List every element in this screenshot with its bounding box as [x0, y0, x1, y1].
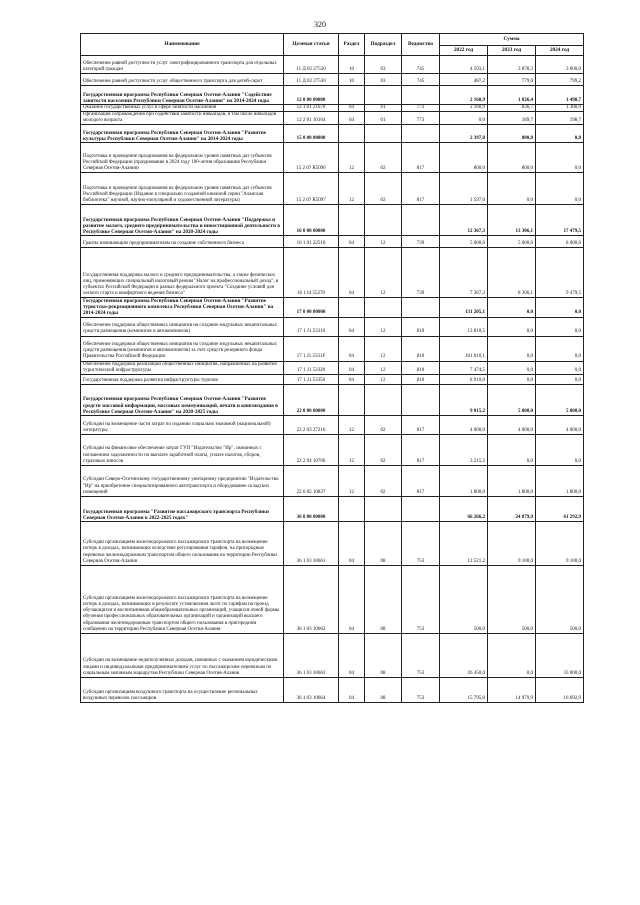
cell-y2022: 0,0	[440, 112, 488, 125]
cell-sec: 04	[339, 317, 365, 336]
cell-dep: 739	[402, 236, 440, 248]
cell-sec: 04	[339, 633, 365, 677]
cell-sec: 04	[339, 374, 365, 384]
cell-sec: 12	[339, 434, 365, 465]
cell-dep	[402, 496, 440, 521]
cell-y2023: 8 306,1	[488, 248, 536, 298]
cell-dep: 753	[402, 677, 440, 702]
cell-sec	[339, 205, 365, 236]
cell-target: 15 0 00 00000	[284, 125, 339, 143]
table-row	[81, 112, 584, 125]
cell-y2023: 1 026,4	[488, 86, 536, 105]
cell-y2023: 0,0	[488, 317, 536, 336]
cell-dep: 810	[402, 336, 440, 361]
cell-y2022: 4 593,1	[440, 56, 488, 74]
table-row	[81, 633, 584, 677]
page-number: 320	[314, 20, 326, 29]
cell-dep: 810	[402, 317, 440, 336]
header-name: Наименование	[81, 34, 284, 56]
cell-y2023: 189,7	[488, 112, 536, 125]
table-row	[81, 317, 584, 336]
cell-y2024: 0,0	[536, 361, 584, 374]
cell-target: 36 1 03 10663	[284, 633, 339, 677]
cell-y2024: 9 100,0	[536, 521, 584, 565]
cell-y2024: 0,0	[536, 143, 584, 173]
cell-y2023: 0,0	[488, 434, 536, 465]
cell-sub: 01	[365, 105, 402, 112]
cell-sub: 12	[365, 317, 402, 336]
cell-dep	[402, 205, 440, 236]
cell-y2024: 799,2	[536, 74, 584, 86]
cell-y2024: 0,0	[536, 298, 584, 317]
cell-y2022: 7 367,3	[440, 248, 488, 298]
cell-sub	[365, 384, 402, 415]
cell-target: 36 1 03 10662	[284, 565, 339, 633]
cell-name: Организация сопровождения при содействии занятости инвалидов, в том числе инвалидов молодого возраста	[81, 112, 284, 125]
cell-y2024: 1 800,0	[536, 465, 584, 496]
cell-sec: 04	[339, 336, 365, 361]
cell-name: Государственная поддержка развития инфраструктуры туризма	[81, 374, 284, 384]
cell-y2024: 5 800,0	[536, 384, 584, 415]
cell-name: Субсидии на возмещение части затрат по изданию социально значимой (национальной) литературы	[81, 415, 284, 434]
cell-y2023: 0,0	[488, 633, 536, 677]
cell-name: Обеспечение равной доступности услуг электрифицированного транспорта для отдельных категорий граждан	[81, 56, 284, 74]
table-row	[81, 434, 584, 465]
cell-dep	[402, 384, 440, 415]
cell-name: Субсидии организациям железнодорожного пассажирского транспорта на возмещение потерь в доходах, возникающих вследствие регулирования тарифов, на пригородные перевозки железнодорожным транспортом общего пользования на территории Республики Северная Осетия-Алания	[81, 521, 284, 565]
table-row	[81, 361, 584, 374]
cell-sub: 08	[365, 677, 402, 702]
cell-name: Государственная программа Республики Северная Осетия-Алания "Развитие культуры Республики Северная Осетия-Алания" на 2014-2024 годы	[81, 125, 284, 143]
cell-sec: 04	[339, 521, 365, 565]
cell-sec: 12	[339, 415, 365, 434]
cell-dep: 817	[402, 465, 440, 496]
cell-y2022: 1 597,0	[440, 173, 488, 205]
cell-sub	[365, 125, 402, 143]
cell-y2024: 3 600,0	[536, 56, 584, 74]
cell-name: Государственная программа Республики Северная Осетия-Алания "Развитие туристско-рекреационного комплекса Республики Северная Осетия-Алания" на 2014-2024 годы	[81, 298, 284, 317]
cell-sub: 02	[365, 173, 402, 205]
cell-name: Государственная программа Республики Северная Осетия-Алания "Содействие занятости населения Республики Северная Осетия-Алания" на 2014-2024 годы	[81, 86, 284, 105]
cell-y2024: 33 000,0	[536, 633, 584, 677]
cell-y2024: 1 300,0	[536, 105, 584, 112]
cell-sec: 04	[339, 361, 365, 374]
cell-sub: 12	[365, 361, 402, 374]
table-row	[81, 677, 584, 702]
cell-dep: 817	[402, 434, 440, 465]
budget-table	[80, 33, 584, 703]
cell-y2024: 0,0	[536, 434, 584, 465]
cell-target: 17 1 J1 53350	[284, 374, 339, 384]
cell-sec	[339, 125, 365, 143]
header-2022: 2022 год	[440, 46, 488, 56]
cell-dep	[402, 298, 440, 317]
header-sum: Сумма	[440, 34, 584, 46]
cell-name: Оказание государственных услуг в сфере занятости населения	[81, 105, 284, 112]
cell-name: Субсидии на возмещение недополученных доходов, связанных с оказанием юридическими лицами и индивидуальными предпринимателями услуг по пассажирским перевозкам по социальным значимым маршрутам Республики Северная Осетия-Алания	[81, 633, 284, 677]
table-row	[81, 384, 584, 415]
cell-y2024: 1 498,7	[536, 86, 584, 105]
cell-sub: 12	[365, 374, 402, 384]
cell-sec: 04	[339, 565, 365, 633]
cell-y2023: 13 306,1	[488, 205, 536, 236]
cell-target: 11 Д 02 27530	[284, 74, 339, 86]
cell-target: 16 1 I4 55270	[284, 248, 339, 298]
cell-y2024: 0,0	[536, 173, 584, 205]
cell-name: Гранты начинающим предпринимателям на создание собственного бизнеса	[81, 236, 284, 248]
cell-y2024: 8 000,0	[536, 236, 584, 248]
cell-y2023: 0,0	[488, 173, 536, 205]
cell-name: Обеспечение поддержки общественных инициатив на создание модульных некапитальных средств размещения (кемпингов и автокемпингов)	[81, 317, 284, 336]
cell-y2024: 500,0	[536, 565, 584, 633]
cell-target: 36 1 03 10664	[284, 677, 339, 702]
cell-target: 17 0 00 00000	[284, 298, 339, 317]
cell-name: Обеспечение равной доступности услуг общественного транспорта для детей-сирот	[81, 74, 284, 86]
cell-y2024: 9 479,5	[536, 248, 584, 298]
header-section: Раздел	[339, 34, 365, 56]
cell-y2022: 7 474,5	[440, 361, 488, 374]
cell-target: 17 1 J1 5331F	[284, 336, 339, 361]
cell-y2023: 800,0	[488, 143, 536, 173]
cell-y2024: 0,0	[536, 336, 584, 361]
cell-y2022: 4 000,0	[440, 415, 488, 434]
cell-sec: 10	[339, 74, 365, 86]
cell-name: Государственная поддержка малого и среднего предпринимательства, а также физических лиц, применяющих специальный налоговый режим "Налог на профессиональный доход", в субъектах Российской Федерации в рамках федерального проекта "Создание условий для легкого старта и комфортного ведения бизнеса"	[81, 248, 284, 298]
cell-y2022: 131 205,1	[440, 298, 488, 317]
table-row	[81, 415, 584, 434]
cell-y2024: 0,0	[536, 125, 584, 143]
table-row	[81, 465, 584, 496]
cell-sec	[339, 298, 365, 317]
cell-name: Подготовка и проведение празднования на федеральном уровне памятных дат субъектов Российской Федерации (празднование в 2024 году 100-летия образования Республики Северная Осетия-Алания)	[81, 143, 284, 173]
cell-sec: 12	[339, 143, 365, 173]
table-row	[81, 74, 584, 86]
header-2023: 2023 год	[488, 46, 536, 56]
cell-target: 22 2 03 27216	[284, 415, 339, 434]
cell-y2022: 800,0	[440, 143, 488, 173]
cell-target: 36 1 03 10661	[284, 521, 339, 565]
table-row	[81, 173, 584, 205]
cell-y2023: 9 100,0	[488, 521, 536, 565]
cell-y2023: 500,0	[488, 565, 536, 633]
cell-y2023: 5 000,0	[488, 236, 536, 248]
cell-target: 22 2 04 10706	[284, 434, 339, 465]
table-row	[81, 336, 584, 361]
cell-target: 15 2 07 R5097	[284, 173, 339, 205]
cell-sub: 12	[365, 336, 402, 361]
cell-y2023: 0,0	[488, 336, 536, 361]
cell-sub: 01	[365, 112, 402, 125]
cell-y2024: 16 692,9	[536, 677, 584, 702]
cell-y2022: 12 367,3	[440, 205, 488, 236]
cell-dep: 817	[402, 173, 440, 205]
cell-y2022: 2 160,9	[440, 105, 488, 112]
cell-y2023: 779,0	[488, 74, 536, 86]
cell-y2022: 8 910,0	[440, 374, 488, 384]
cell-name: Государственная программа "Развитие пассажирского транспорта Республики Северная Осетия-Алания в 2022-2025 годах"	[81, 496, 284, 521]
cell-y2024: 17 479,5	[536, 205, 584, 236]
cell-y2022: 12 521,2	[440, 521, 488, 565]
cell-sub: 12	[365, 236, 402, 248]
table-row	[81, 125, 584, 143]
cell-dep: 753	[402, 565, 440, 633]
cell-y2023: 14 979,9	[488, 677, 536, 702]
cell-y2023: 0,0	[488, 374, 536, 384]
cell-sec: 12	[339, 173, 365, 205]
cell-target: 36 0 00 00000	[284, 496, 339, 521]
cell-y2024: 61 292,9	[536, 496, 584, 521]
cell-sec	[339, 86, 365, 105]
header-2024: 2024 год	[536, 46, 584, 56]
cell-dep: 773	[402, 105, 440, 112]
cell-sub: 02	[365, 415, 402, 434]
cell-name: Субсидии организациям воздушного транспорта на осуществление региональных воздушных перевозок пассажиров	[81, 677, 284, 702]
cell-dep: 753	[402, 521, 440, 565]
cell-sub	[365, 496, 402, 521]
table-body	[81, 56, 584, 703]
cell-dep: 817	[402, 143, 440, 173]
cell-name: Субсидии на финансовое обеспечение затрат ГУП "Издательство "Ир", связанных с погашением задолженности по выплате заработной платы, уплате налогов, сборов, страховых взносов	[81, 434, 284, 465]
cell-sec: 12	[339, 465, 365, 496]
cell-y2023: 3 878,3	[488, 56, 536, 74]
header-department: Ведомство	[402, 34, 440, 56]
table-row	[81, 105, 584, 112]
cell-y2023: 5 800,0	[488, 384, 536, 415]
cell-y2022: 101 010,1	[440, 336, 488, 361]
cell-sub	[365, 298, 402, 317]
cell-y2022: 1 800,0	[440, 465, 488, 496]
cell-name: Субсидии организациям железнодорожного пассажирского транспорта на возмещение потерь в доходах, возникающих в результате установления льгот по тарифам на проезд обучающихся и воспитанников общеобразовательных организаций, учащихся очной формы обучения профессиональных образовательных организаций и организаций высшего образования железнодорожным транспортом общего пользования в пригородном сообщении на территории Республики Северная Осетия-Алания	[81, 565, 284, 633]
cell-dep: 745	[402, 74, 440, 86]
cell-target: 12 1 01 21670	[284, 105, 339, 112]
cell-sub: 08	[365, 521, 402, 565]
cell-y2023: 1 800,0	[488, 465, 536, 496]
cell-y2022: 487,2	[440, 74, 488, 86]
cell-y2023: 0,0	[488, 298, 536, 317]
cell-sub: 03	[365, 56, 402, 74]
cell-name: Субсидии Северо-Осетинскому государственному унитарному предприятию "Издательство "Ир" на приобретение специализированного автотранспорта и оборудование складских помещений	[81, 465, 284, 496]
cell-sec: 04	[339, 248, 365, 298]
cell-name: Подготовка и проведение празднования на федеральном уровне памятных дат субъектов Российской Федерации (Издание в специально созданной книжной серии "Аланская библиотека" научной, научно-популярной и художественной литературы)	[81, 173, 284, 205]
cell-dep	[402, 86, 440, 105]
cell-target: 15 2 07 R5096	[284, 143, 339, 173]
cell-y2022: 26 450,0	[440, 633, 488, 677]
cell-y2024: 0,0	[536, 317, 584, 336]
cell-sec	[339, 496, 365, 521]
cell-dep: 810	[402, 361, 440, 374]
cell-sub: 12	[365, 248, 402, 298]
cell-sub	[365, 205, 402, 236]
cell-y2022: 3 215,2	[440, 434, 488, 465]
cell-y2024: 0,0	[536, 374, 584, 384]
cell-target: 12 2 01 10164	[284, 112, 339, 125]
cell-sec: 04	[339, 677, 365, 702]
cell-name: Обеспечение поддержки общественных инициатив на создание модульных некапитальных средств размещения (кемпингов и автокемпингов) за счет средств резервного фонда Правительства Российской Федерации	[81, 336, 284, 361]
cell-y2022: 13 810,5	[440, 317, 488, 336]
table-row	[81, 374, 584, 384]
cell-sec: 04	[339, 105, 365, 112]
cell-y2023: 836,7	[488, 105, 536, 112]
cell-sub	[365, 86, 402, 105]
cell-dep: 753	[402, 633, 440, 677]
cell-sub: 03	[365, 74, 402, 86]
table-row	[81, 298, 584, 317]
cell-y2023: 0,0	[488, 361, 536, 374]
cell-sec: 04	[339, 112, 365, 125]
cell-name: Обеспечение поддержки реализации общественных инициатив, направленных на развитие туристической инфраструктуры	[81, 361, 284, 374]
cell-dep: 810	[402, 374, 440, 384]
table-row	[81, 496, 584, 521]
cell-target: 16 0 00 00000	[284, 205, 339, 236]
cell-y2022: 15 795,0	[440, 677, 488, 702]
cell-y2022: 2 397,0	[440, 125, 488, 143]
cell-sub: 08	[365, 565, 402, 633]
header-subsection: Подраздел	[365, 34, 402, 56]
cell-target: 12 0 00 00000	[284, 86, 339, 105]
cell-y2024: 198,7	[536, 112, 584, 125]
table-row	[81, 205, 584, 236]
cell-sub: 08	[365, 633, 402, 677]
cell-target: 16 1 01 22510	[284, 236, 339, 248]
cell-y2023: 4 000,0	[488, 415, 536, 434]
cell-sub: 02	[365, 434, 402, 465]
cell-dep: 739	[402, 248, 440, 298]
table-row	[81, 86, 584, 105]
cell-dep: 817	[402, 415, 440, 434]
cell-y2022: 500,0	[440, 565, 488, 633]
table-row	[81, 236, 584, 248]
cell-dep	[402, 125, 440, 143]
cell-y2022: 66 266,2	[440, 496, 488, 521]
cell-y2022: 2 160,9	[440, 86, 488, 105]
table-row	[81, 143, 584, 173]
cell-target: 22 6 02 10837	[284, 465, 339, 496]
cell-sec: 04	[339, 236, 365, 248]
cell-sub: 02	[365, 143, 402, 173]
cell-target: 22 0 00 00000	[284, 384, 339, 415]
cell-target: 17 1 J1 53320	[284, 361, 339, 374]
cell-target: 11 Д 02 27520	[284, 56, 339, 74]
cell-target: 17 1 J1 53310	[284, 317, 339, 336]
cell-sub: 02	[365, 465, 402, 496]
cell-sec	[339, 384, 365, 415]
cell-y2023: 24 879,9	[488, 496, 536, 521]
cell-sec: 10	[339, 56, 365, 74]
table-row	[81, 565, 584, 633]
table-row	[81, 248, 584, 298]
table-row	[81, 56, 584, 74]
cell-name: Государственная программа Республики Северная Осетия-Алания "Развитие средств массовой информации, массовых коммуникаций, печати и книгоиздания в Республике Северная Осетия-Алания" на 2020-2025 годы	[81, 384, 284, 415]
cell-y2023: 800,0	[488, 125, 536, 143]
table-row	[81, 521, 584, 565]
cell-y2024: 4 000,0	[536, 415, 584, 434]
cell-name: Государственная программа Республики Северная Осетия-Алания "Поддержка и развитие малого, среднего предпринимательства и инвестиционной деятельности в Республике Северная Осетия-Алания" на 2020-2024 годы	[81, 205, 284, 236]
cell-dep: 745	[402, 56, 440, 74]
header-target: Целевая статья	[284, 34, 339, 56]
cell-y2022: 5 000,0	[440, 236, 488, 248]
cell-y2022: 9 015,2	[440, 384, 488, 415]
cell-dep: 773	[402, 112, 440, 125]
